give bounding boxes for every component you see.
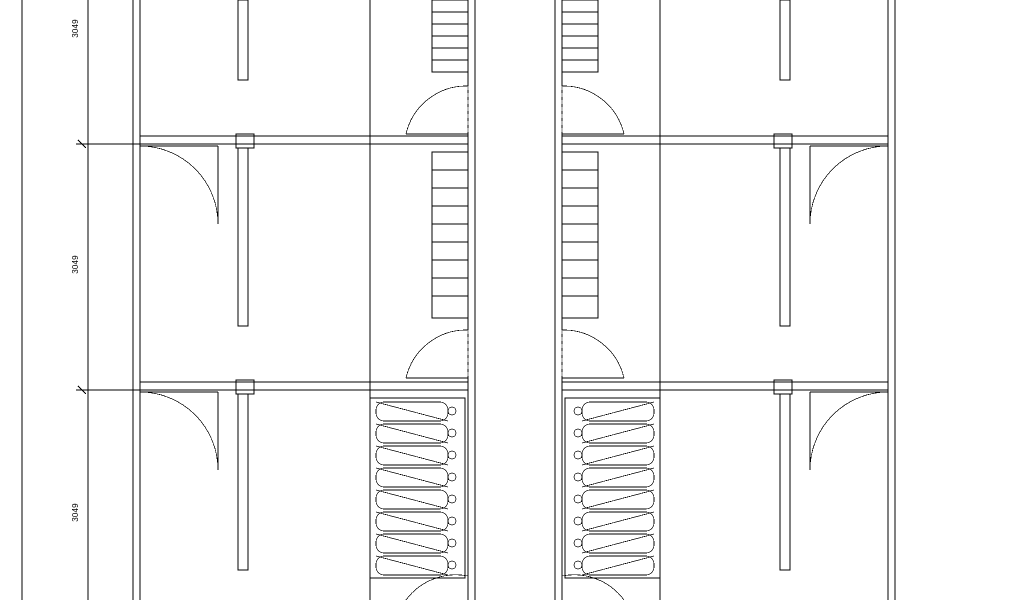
unit-left [133,0,475,600]
seat-row [574,490,654,509]
partition-stub-top [238,0,248,80]
seat-row [574,402,654,421]
exterior-wall-left [133,0,140,600]
seat-row [376,446,456,465]
seating-block [370,398,465,578]
door-right-upper [810,146,888,224]
seat-row [574,534,654,553]
staircase-middle [562,152,598,318]
seat-row [376,468,456,487]
partition-stub-bottom [238,394,248,570]
staircase-upper [562,0,598,72]
door-right-upper [406,86,468,134]
seat-row [574,556,654,575]
cross-wall-upper [562,136,888,144]
cross-wall-upper [140,136,468,144]
seat-row [574,468,654,487]
seat-row [376,424,456,443]
dimension-label-bottom: 3049 [70,503,80,522]
cross-wall-lower [140,382,468,390]
door-left-lower [562,330,624,378]
dimension-label-top: 3049 [70,19,80,38]
door-left-upper [140,146,218,224]
unit-right [555,0,895,600]
seat-row [376,402,456,421]
seat-row [574,512,654,531]
seat-row [376,534,456,553]
door-bottom [562,575,624,600]
exterior-wall-right [888,0,895,600]
seat-row [574,446,654,465]
staircase-upper [432,0,468,72]
door-left-upper [562,86,624,134]
partition-stub-mid [238,148,248,326]
partition-stub-mid [780,148,790,326]
seat-row [376,512,456,531]
staircase-middle [432,152,468,318]
seat-row [376,490,456,509]
seat-row [574,424,654,443]
door-right-lower [810,392,888,470]
door-bottom [406,575,468,600]
cross-wall-lower [562,382,888,390]
seating-block [565,398,660,578]
dimension-grid [22,0,140,600]
partition-stub-bottom [780,394,790,570]
dimension-label-middle: 3049 [70,255,80,274]
exterior-wall-left [555,0,562,600]
exterior-wall-right [468,0,475,600]
door-left-lower [140,392,218,470]
door-right-lower [406,330,468,378]
seat-row [376,556,456,575]
partition-stub-top [780,0,790,80]
